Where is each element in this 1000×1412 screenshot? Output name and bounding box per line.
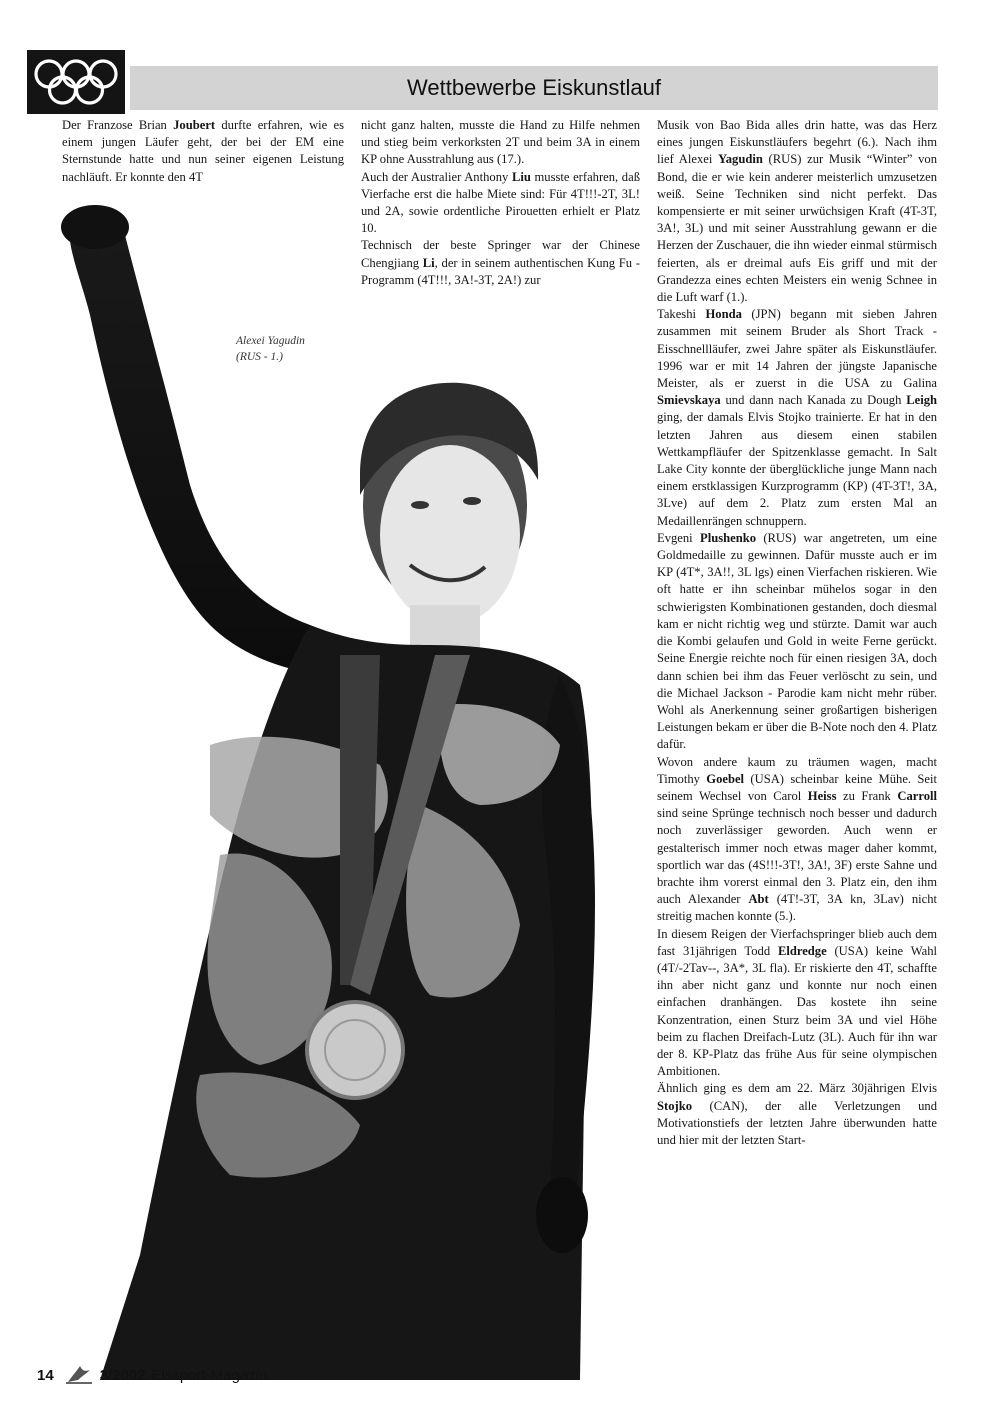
paragraph: Auch der Australier Anthony Liu musste erfahren, daß Vierfache erst die halbe Miete sind: Für 4T!!!-2T, 3L! und 2A, sowie ordentliche Pirouetten erhielt er Platz 10. [361, 169, 640, 236]
skater-logo-icon [64, 1362, 94, 1388]
paragraph: Technisch der beste Springer war der Chinese Chengjiang Li, der in seinem authentischen Kung Fu - Programm (4T!!!, 3A!-3T, 2A!) zur [361, 238, 640, 287]
paragraph: Ähnlich ging es dem am 22. März 30jährigen Elvis Stojko (CAN), der alle Verletzungen und Motivationstiefs der letzten Jahre überwunden hatte und hier mit der letzten Start- [657, 1081, 937, 1147]
article-column-2 [361, 117, 640, 289]
paragraph: Der Franzose Brian Joubert durfte erfahren, wie es einem jungen Läufer geht, der bei der EM eine Sternstunde hatte und nun seiner eigenen Leistung nachläuft. Er konnte den 4T [62, 118, 345, 184]
paragraph: In diesem Reigen der Vierfachspringer blieb auch dem fast 31jährigen Todd Eldredge (USA) keine Wahl (4T/-2Tav--, 3A*, 3L fla). Er riskierte den 4T, schaffte ihn aber nicht ganz und konnte nur noch einen einfachen dranhängen. Das kostete ihn seine Konzentration, einen Sturz beim 3A und viel Höhe beim zu flachen Dreifach-Lutz (3L). Auch für ihn war der 8. KP-Platz das frühe Aus für seine olympischen Ambitionen. [657, 926, 937, 1079]
article-column-3 [657, 117, 937, 1149]
paragraph: Musik von Bao Bida alles drin hatte, was das Herz eines jungen Eiskunstläufers begehrt (6.). Nach ihm lief Alexei Yagudin (RUS) zur Musik “Winter” von Bond, die er wie kein anderer meisterlich umzusetzen weiß. Seine Techniken sind nicht perfekt. Das kompensierte er mit seiner urwüchsigen Kraft (4T-3T, 3A!, 3L) und mit seiner Ausstrahlung gewann er die Herzen der Zuschauer, die ihn wieder einmal stürmisch feierten, als er dreimal aufs Eis griff und mit der Grandezza eines echten Meisters ein wenig Schnee in die Luft warf (1.). [657, 118, 938, 305]
issue-number: 3/2002 [99, 1366, 146, 1384]
skater-photo [40, 205, 600, 1380]
paragraph: Wovon andere kaum zu träumen wagen, macht Timothy Goebel (USA) scheinbar keine Mühe. Seit seinem Wechsel von Carol Heiss zu Frank Carroll sind seine Sprünge technisch noch besser und dadurch noch zuverlässiger geworden. Auch wenn er gestalterisch immer noch etwas mager daher kommt, sportlich war das (4S!!!-3T!, 3A!, 3F) erste Sahne und brachte ihm vorerst einmal den 3. Platz ein, den ihm auch Alexander Abt (4T!-3T, 3A kn, 3Lav) nicht streitig machen konnte (5.). [657, 754, 937, 924]
page-number: 14 [37, 1366, 54, 1384]
caption-rank: (RUS - 1.) [236, 351, 283, 363]
olympic-rings-icon [27, 50, 125, 114]
photo-caption [236, 333, 305, 365]
paragraph: nicht ganz halten, musste die Hand zu Hilfe nehmen und stieg beim verkorksten 2T und beim 3A in einem KP ohne Ausstrahlung aus (17.). [361, 118, 640, 167]
caption-name: Alexei Yagudin [236, 335, 305, 347]
magazine-name: Eissport-Magazin [151, 1366, 268, 1384]
paragraph: Takeshi Honda (JPN) begann mit sieben Jahren zusammen mit seinem Bruder als Short Track - Eisschnellläufer, zwei Jahre später als Eiskunstläufer. 1996 war er mit 14 Jahren der jüngste Japanische Meister, als er zuerst in die USA zu Galina Smievskaya und dann nach Kanada zu Dough Leigh ging, der damals Elvis Stojko trainierte. Er hat in den letzten Jahren aus diesem einen stabilen Wettkampfläufer der Spitzenklasse gemacht. In Salt Lake City konnte der überglückliche junge Mann nach einem erstklassigen Kurzprogramm (KP) (4T-3T!, 3A, 3Lve) auf dem 2. Platz zum ersten Mal an Medaillenrängen schnuppern. [657, 307, 937, 528]
article-column-1 [62, 117, 344, 186]
paragraph: Evgeni Plushenko (RUS) war angetreten, um eine Goldmedaille zu gewinnen. Dafür musste auch er im KP (4T*, 3A!!, 3L lgs) einen Vierfachen riskieren. Wie oft hatte er ihn scheinbar mühelos sogar in den schwierigsten Kombinationen gestanden, doch diesmal kam er nicht richtig weg und stürzte. Damit war auch die Kombi gelaufen und Gold in weite Ferne gerückt. Seine Energie reichte noch für einen riesigen 3A, doch dann schien bei ihm das Feuer verlöscht zu sein, und die Michael Jackson - Parodie kam nicht mehr rüber. Wohl als Anerkennung seiner großartigen bisherigen Leistungen bekam er über die B-Note noch den 4. Platz dafür. [657, 530, 937, 752]
page-footer [37, 1364, 267, 1386]
page-title: Wettbewerbe Eiskunstlauf [407, 75, 661, 100]
